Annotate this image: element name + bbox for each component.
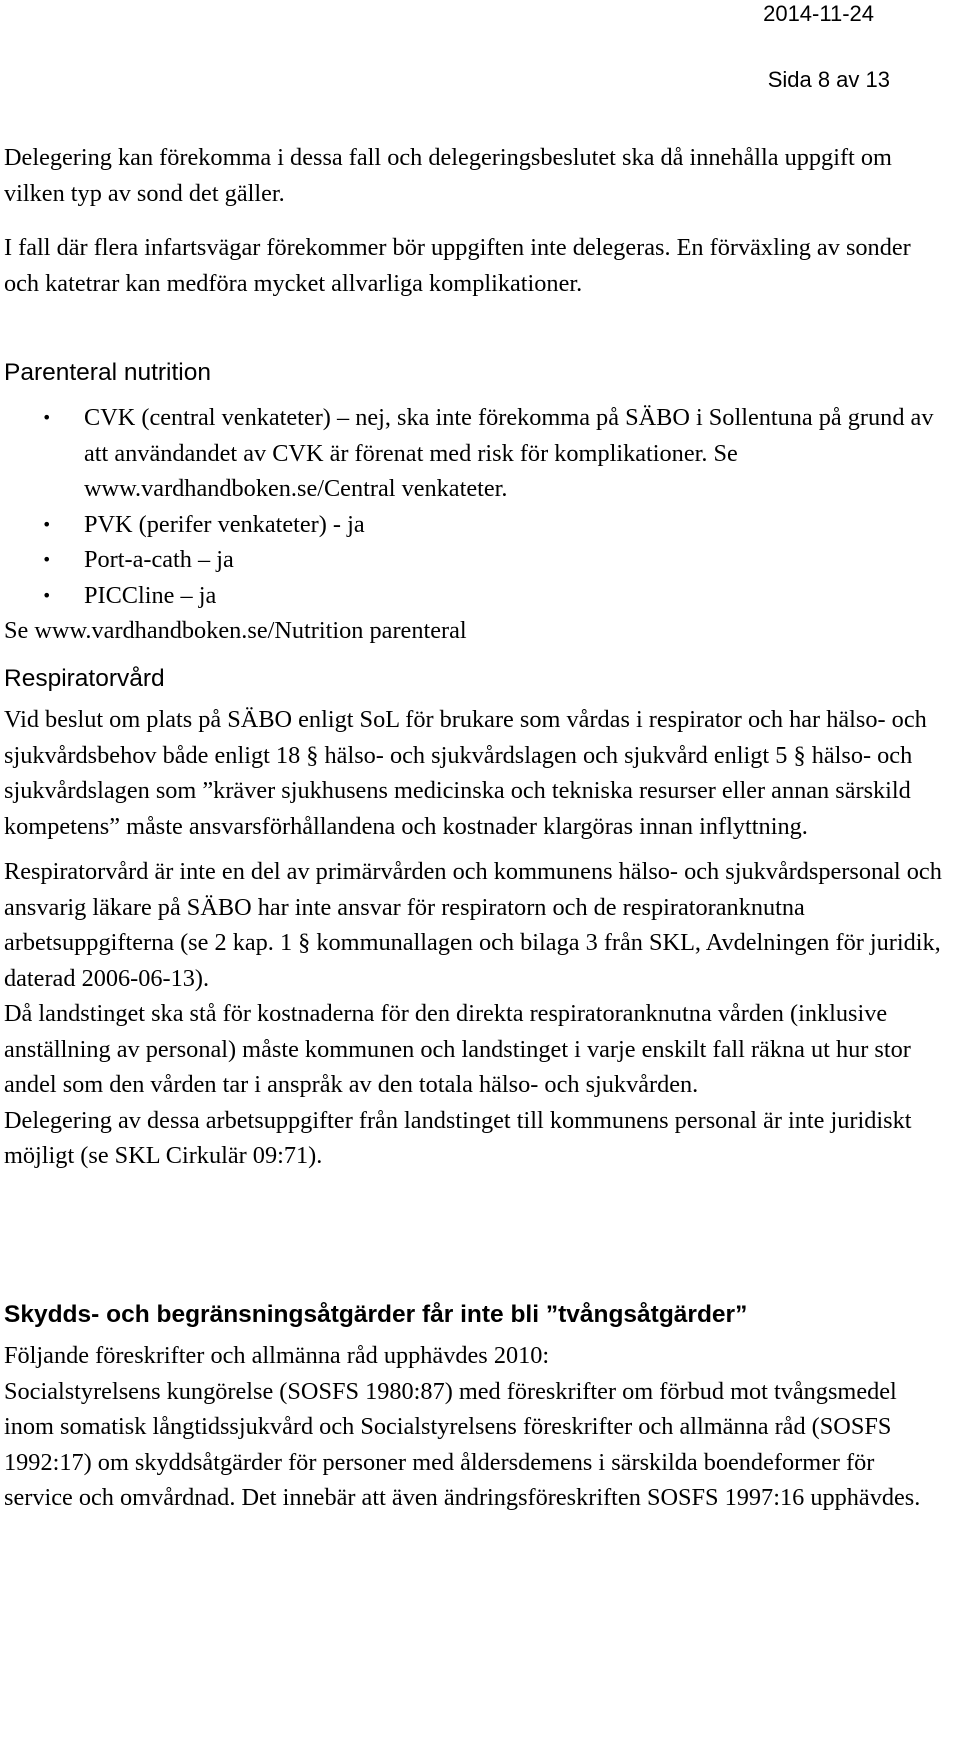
list-item xyxy=(4,542,948,578)
respirator-paragraph-2: Respiratorvård är inte en del av primärvården och kommunens hälso- och sjukvårdspersonal och ansvarig läkare på SÄBO har inte ansvar för respiratorn och de respiratoranknutna arbetsuppgifterna (se 2 kap. 1 § kommunallagen och bilaga 3 från SKL, Avdelningen för juridik, daterad 2006-06-13). xyxy=(4,858,942,992)
list-item-text: PVK (perifer venkateter) - ja xyxy=(84,510,365,538)
intro-paragraph-2 xyxy=(4,230,948,301)
heading-skyddsatgarder: Skydds- och begränsningsåtgärder får inte bli ”tvångsåtgärder” xyxy=(4,1301,748,1328)
bullet-icon: • xyxy=(42,550,52,569)
bullet-icon: • xyxy=(42,408,52,427)
bullet-icon: • xyxy=(42,585,52,605)
list-item xyxy=(4,400,948,507)
respirator-paragraph-1: Vid beslut om plats på SÄBO enligt SoL för brukare som vårdas i respirator och har hälso- och sjukvårdsbehov både enligt 18 § hälso- och sjukvårdslagen och sjukvård enligt 5 § hälso- och sjukvårdslagen som ”kräver sjukhusens medicinska och tekniska resurser eller annan särskild kompetens” måste ansvarsförhållandena och kostnader klargöras innan inflyttning. xyxy=(4,706,927,840)
bullet-icon: • xyxy=(42,514,52,534)
skydd-paragraph-1: Följande föreskrifter och allmänna råd upphävdes 2010: xyxy=(4,1342,550,1369)
list-item xyxy=(4,578,948,614)
skydd-section xyxy=(4,1338,948,1516)
list-item-text: PICCline – ja xyxy=(84,581,217,609)
parenteral-see-also: Se www.vardhandboken.se/Nutrition parenteral xyxy=(4,617,467,644)
list-item-text: CVK (central venkateter) – nej, ska inte förekomma på SÄBO i Sollentuna på grund av att användandet av CVK är förenat med risk för komplikationer. Se www.vardhandboken.se/Central venkateter. xyxy=(84,404,934,502)
intro-paragraph-1 xyxy=(4,140,948,211)
heading-parenteral-nutrition: Parenteral nutrition xyxy=(4,359,212,386)
intro-text-1: Delegering kan förekomma i dessa fall och delegeringsbeslutet ska då innehålla uppgift om vilken typ av sond det gäller. xyxy=(4,144,892,207)
list-item-text: Port-a-cath – ja xyxy=(84,546,234,573)
parenteral-bullet-list xyxy=(4,400,948,613)
intro-text-2: I fall där flera infartsvägar förekommer bör uppgiften inte delegeras. En förväxling av sonder och katetrar kan medföra mycket allvarliga komplikationer. xyxy=(4,234,911,297)
header-page-number: Sida 8 av 13 xyxy=(767,67,890,92)
header-date: 2014-11-24 xyxy=(763,1,874,26)
parenteral-section xyxy=(4,400,948,649)
respirator-paragraph-3: Då landstinget ska stå för kostnaderna för den direkta respiratoranknutna vården (inklusive anställning av personal) måste kommunen och landstinget i varje enskilt fall räkna ut hur stor andel som den vården tar i anspråk av den totala hälso- och sjukvården. xyxy=(4,1000,911,1098)
skydd-paragraph-2: Socialstyrelsens kungörelse (SOSFS 1980:87) med föreskrifter om förbud mot tvångsmedel inom somatisk långtidssjukvård och Socialstyrelsens föreskrifter och allmänna råd (SOSFS 1992:17) om skyddsåtgärder för personer med åldersdemens i särskilda boendeformer för service och omvårdnad. Det innebär att även ändringsföreskriften SOSFS 1997:16 upphävdes. xyxy=(4,1377,921,1511)
respirator-paragraph-4: Delegering av dessa arbetsuppgifter från landstinget till kommunens personal är inte juridiskt möjligt (se SKL Cirkulär 09:71). xyxy=(4,1106,912,1169)
respirator-section xyxy=(4,702,948,1174)
list-item xyxy=(4,507,948,543)
heading-respiratorvard: Respiratorvård xyxy=(4,665,165,692)
